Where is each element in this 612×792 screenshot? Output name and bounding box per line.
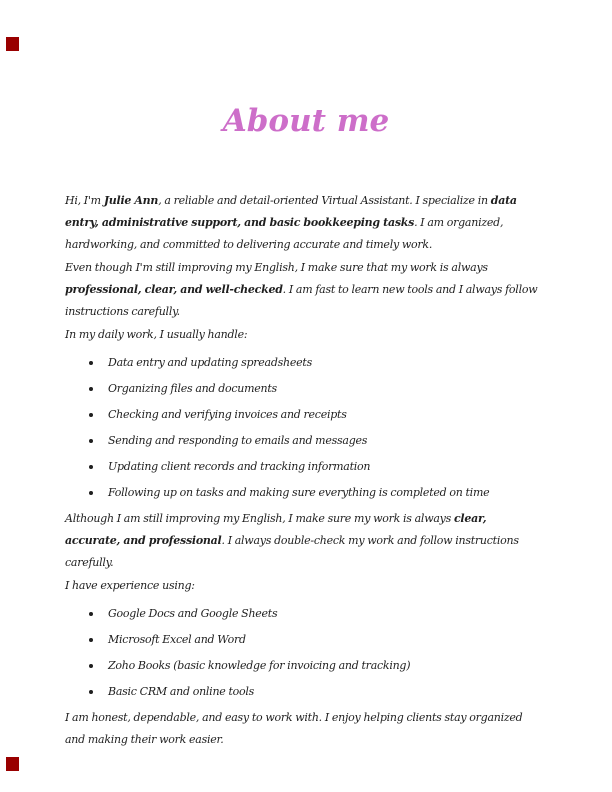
bold-text-run: data entry, administrative support, and basic bookkeeping tasks [65, 194, 517, 229]
text-run: . I am organized, hardworking, and committed to delivering accurate and timely work. [65, 216, 504, 251]
bold-text-run: professional, clear, and well-checked [65, 283, 283, 296]
text-run: . I always double-check my work and follow instructions carefully. [65, 534, 519, 569]
text-run: Although I am still improving my English, I make sure my work is always [65, 512, 454, 525]
paragraph [65, 190, 542, 256]
text-run: Hi, I'm [65, 194, 104, 207]
document-body [65, 190, 542, 752]
red-marker-bottom-left [6, 757, 19, 771]
list-item: Sending and responding to emails and messages [65, 430, 542, 452]
paragraph [65, 707, 542, 751]
text-run: . I am fast to learn new tools and I always follow instructions carefully. [65, 283, 538, 318]
bold-text-run: clear, accurate, and professional [65, 512, 487, 547]
list-item: Organizing files and documents [65, 378, 542, 400]
list-item: Google Docs and Google Sheets [65, 603, 542, 625]
paragraph [65, 575, 542, 597]
list-item: Microsoft Excel and Word [65, 629, 542, 651]
paragraph [65, 257, 542, 323]
bold-text-run: Julie Ann [103, 194, 159, 207]
page-title: About me [222, 102, 390, 139]
text-run: Even though I'm still improving my English, I make sure that my work is always [65, 261, 488, 274]
red-marker-top-left [6, 37, 19, 51]
list-item: Data entry and updating spreadsheets [65, 352, 542, 374]
text-run: I am honest, dependable, and easy to work with. I enjoy helping clients stay organized and making their work easier. [65, 711, 523, 746]
bullet-list [65, 352, 542, 504]
text-run: In my daily work, I usually handle: [65, 328, 248, 341]
list-item: Updating client records and tracking information [65, 456, 542, 478]
list-item: Checking and verifying invoices and receipts [65, 404, 542, 426]
text-run: , a reliable and detail-oriented Virtual Assistant. I specialize in [158, 194, 491, 207]
list-item: Zoho Books (basic knowledge for invoicing and tracking) [65, 655, 542, 677]
text-run: I have experience using: [65, 579, 195, 592]
paragraph [65, 324, 542, 346]
bullet-list [65, 603, 542, 703]
list-item: Basic CRM and online tools [65, 681, 542, 703]
list-item: Following up on tasks and making sure everything is completed on time [65, 482, 542, 504]
paragraph [65, 508, 542, 574]
